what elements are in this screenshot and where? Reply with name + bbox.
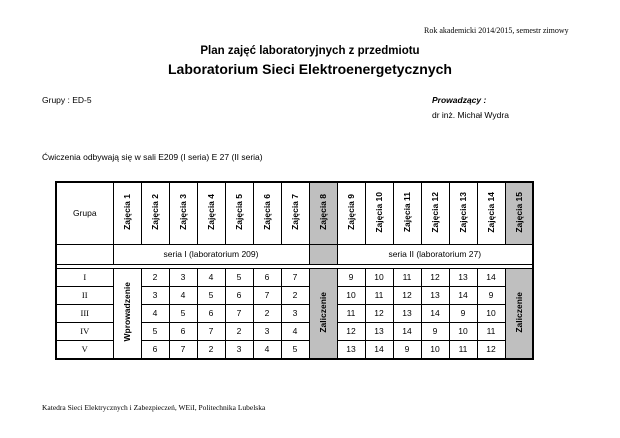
- lecturer-label: Prowadzący :: [432, 95, 487, 105]
- cell: 7: [225, 304, 253, 322]
- column-header-12: [421, 182, 449, 244]
- column-header-11: [393, 182, 421, 244]
- cell: 7: [253, 286, 281, 304]
- cell: 4: [141, 304, 169, 322]
- cell: 3: [225, 340, 253, 359]
- cell: 11: [365, 286, 393, 304]
- cell: 2: [253, 304, 281, 322]
- series-2-label: seria II (laboratorium 27): [337, 244, 533, 264]
- column-header-label: Zajęcia 2: [150, 194, 160, 231]
- cell: 14: [449, 286, 477, 304]
- cell: 12: [337, 322, 365, 340]
- credit-label: Zaliczenie: [318, 291, 328, 333]
- cell: 13: [365, 322, 393, 340]
- credit-label: Zaliczenie: [513, 291, 524, 333]
- cell: 2: [141, 268, 169, 286]
- cell: 13: [393, 304, 421, 322]
- cell: 3: [141, 286, 169, 304]
- column-header-13: [449, 182, 477, 244]
- credit-cell-2: [505, 268, 533, 359]
- series-blank: [56, 244, 113, 264]
- column-header-label: Zajęcia 6: [262, 194, 272, 231]
- cell: 11: [449, 340, 477, 359]
- cell: 12: [365, 304, 393, 322]
- cell: 14: [393, 322, 421, 340]
- column-header-label: Zajęcia 3: [178, 194, 188, 231]
- column-header-label: Zajęcia 14: [486, 191, 496, 233]
- series-row: [56, 244, 533, 264]
- cell: 9: [337, 268, 365, 286]
- cell: 2: [225, 322, 253, 340]
- column-header-7: [281, 182, 309, 244]
- column-header-6: [253, 182, 281, 244]
- group-label: II: [56, 286, 113, 304]
- lecturer-name: dr inż. Michał Wydra: [432, 110, 509, 120]
- cell: 9: [477, 286, 505, 304]
- cell: 11: [477, 322, 505, 340]
- column-header-label: Zajęcia 8: [318, 194, 328, 231]
- cell: 12: [393, 286, 421, 304]
- cell: 13: [421, 286, 449, 304]
- cell: 9: [449, 304, 477, 322]
- cell: 6: [225, 286, 253, 304]
- column-header-15: [505, 182, 533, 244]
- group-header: Grupa: [56, 182, 113, 244]
- cell: 3: [169, 268, 197, 286]
- header-row: [56, 182, 533, 244]
- column-header-label: Zajęcia 15: [513, 191, 524, 233]
- column-header-3: [169, 182, 197, 244]
- cell: 6: [141, 340, 169, 359]
- cell: 9: [421, 322, 449, 340]
- cell: 6: [253, 268, 281, 286]
- cell: 13: [337, 340, 365, 359]
- groups-info: Grupy : ED-5: [42, 95, 92, 105]
- intro-cell: [113, 268, 141, 359]
- cell: 3: [281, 304, 309, 322]
- cell: 2: [281, 286, 309, 304]
- cell: 4: [281, 322, 309, 340]
- cell: 12: [421, 268, 449, 286]
- cell: 14: [477, 268, 505, 286]
- footer: Katedra Sieci Elektrycznych i Zabezpieczeń, WEiI, Politechnika Lubelska: [42, 403, 266, 412]
- series-divider: [309, 244, 337, 264]
- cell: 3: [253, 322, 281, 340]
- cell: 7: [197, 322, 225, 340]
- series-1-label: seria I (laboratorium 209): [113, 244, 309, 264]
- cell: 7: [169, 340, 197, 359]
- column-header-14: [477, 182, 505, 244]
- cell: 13: [449, 268, 477, 286]
- cell: 12: [477, 340, 505, 359]
- group-label: V: [56, 340, 113, 359]
- course-title: Laboratorium Sieci Elektroenergetycznych: [168, 61, 452, 77]
- column-header-label: Zajęcia 1: [122, 194, 132, 231]
- cell: 5: [197, 286, 225, 304]
- cell: 6: [169, 322, 197, 340]
- column-header-1: [113, 182, 141, 244]
- cell: 14: [421, 304, 449, 322]
- cell: 9: [393, 340, 421, 359]
- cell: 10: [421, 340, 449, 359]
- cell: 10: [477, 304, 505, 322]
- column-header-label: Zajęcia 4: [206, 194, 216, 231]
- intro-label: Wprowadzenie: [122, 282, 132, 342]
- column-header-10: [365, 182, 393, 244]
- cell: 4: [253, 340, 281, 359]
- column-header-label: Zajęcia 12: [430, 191, 440, 233]
- schedule-table: [55, 181, 534, 360]
- group-label: IV: [56, 322, 113, 340]
- column-header-8: [309, 182, 337, 244]
- column-header-9: [337, 182, 365, 244]
- cell: 10: [449, 322, 477, 340]
- table-row: [56, 268, 533, 286]
- cell: 7: [281, 268, 309, 286]
- column-header-label: Zajęcia 13: [458, 191, 468, 233]
- cell: 10: [337, 286, 365, 304]
- cell: 4: [197, 268, 225, 286]
- cell: 14: [365, 340, 393, 359]
- column-header-2: [141, 182, 169, 244]
- cell: 11: [393, 268, 421, 286]
- cell: 4: [169, 286, 197, 304]
- cell: 10: [365, 268, 393, 286]
- cell: 5: [281, 340, 309, 359]
- column-header-5: [225, 182, 253, 244]
- column-header-label: Zajęcia 10: [374, 191, 384, 233]
- plan-title: Plan zajęć laboratoryjnych z przedmiotu: [200, 45, 420, 57]
- credit-cell-1: [309, 268, 337, 359]
- column-header-label: Zajęcia 9: [346, 194, 356, 231]
- cell: 2: [197, 340, 225, 359]
- column-header-4: [197, 182, 225, 244]
- academic-year: Rok akademicki 2014/2015, semestr zimowy: [424, 26, 569, 35]
- column-header-label: Zajęcia 11: [402, 192, 412, 233]
- cell: 5: [169, 304, 197, 322]
- column-header-label: Zajęcia 7: [290, 194, 300, 231]
- cell: 6: [197, 304, 225, 322]
- group-label: I: [56, 268, 113, 286]
- column-header-label: Zajęcia 5: [234, 194, 244, 231]
- cell: 5: [141, 322, 169, 340]
- cell: 11: [337, 304, 365, 322]
- cell: 5: [225, 268, 253, 286]
- room-info: Ćwiczenia odbywają się w sali E209 (I seria) E 27 (II seria): [42, 152, 263, 162]
- group-label: III: [56, 304, 113, 322]
